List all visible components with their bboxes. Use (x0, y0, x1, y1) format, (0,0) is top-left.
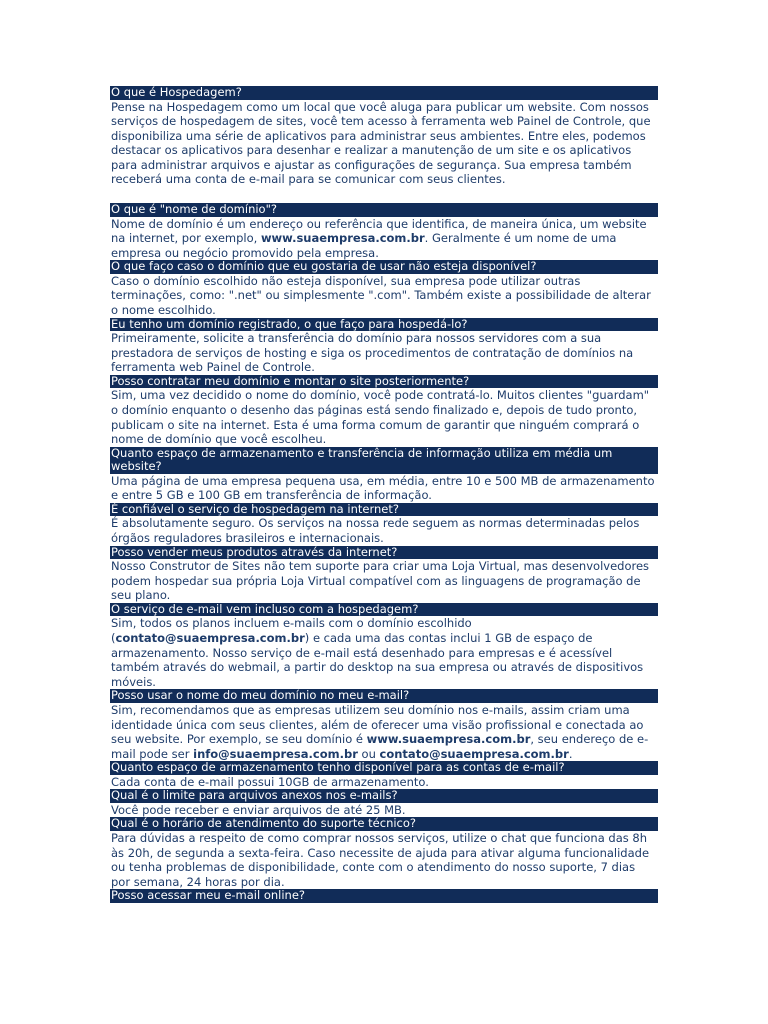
faq-question: O serviço de e-mail vem incluso com a hospedagem? (110, 603, 658, 617)
answer-highlight: info@suaempresa.com.br (193, 746, 358, 761)
answer-text: . (568, 746, 573, 761)
answer-highlight: contato@suaempresa.com.br (115, 631, 305, 646)
faq-question: Posso contratar meu domínio e montar o site posteriormente? (110, 375, 658, 389)
faq-answer (110, 274, 658, 318)
answer-text: , seu endereço de e-mail pode ser (111, 732, 649, 761)
faq-answer (110, 388, 658, 446)
answer-highlight: www.suaempresa.com.br (366, 732, 531, 747)
answer-text: Sim, todos os planos incluem e-mails com o domínio escolhido ( (111, 616, 472, 646)
faq-answer (110, 474, 658, 503)
answer-text: Pense na Hospedagem como um local que você aluga para publicar um website. Com nossos serviços de hospedagem de sites, você tem acesso à ferramenta web Painel de Controle, que disponibiliza uma série de aplicativos para administrar seus ambientes. Entre eles, podemos destacar os aplicativos para desenhar e realizar a manutenção de um site e os aplicativos para administrar arquivos e ajustar as configurações de segurança. Sua empresa também receberá uma conta de e-mail para se comunicar com seus clientes. (111, 99, 651, 187)
faq-question: Posso usar o nome do meu domínio no meu e-mail? (110, 689, 658, 703)
faq-list (110, 86, 658, 903)
faq-answer (110, 217, 658, 261)
faq-answer (110, 516, 658, 545)
faq-answer (110, 803, 658, 818)
answer-highlight: contato@suaempresa.com.br (379, 746, 569, 761)
answer-text: ou (357, 746, 380, 761)
faq-question: O que faço caso o domínio que eu gostaria de usar não esteja disponível? (110, 260, 658, 274)
faq-answer (110, 559, 658, 603)
faq-question: O que é Hospedagem? (110, 86, 658, 100)
answer-text: Sim, uma vez decidido o nome do domínio, você pode contratá-lo. Muitos clientes "guardam" o domínio enquanto o desenho das páginas está sendo finalizado e, depois de tudo pronto, publicam o site na internet. Esta é uma forma comum de garantir que ninguém comprará o nome de domínio que você escolheu. (111, 388, 650, 447)
answer-text: Você pode receber e enviar arquivos de até 25 MB. (111, 802, 406, 817)
answer-text: Nosso Construtor de Sites não tem suporte para criar uma Loja Virtual, mas desenvolvedores podem hospedar sua própria Loja Virtual compatível com as linguagens de programação de seu plano. (111, 559, 650, 603)
faq-answer (110, 831, 658, 889)
faq-answer (110, 616, 658, 689)
answer-text: ) e cada uma das contas inclui 1 GB de espaço de armazenamento. Nosso serviço de e-mail está desenhado para empresas e é acessível também através do webmail, a partir do desktop na sua empresa ou através de dispositivos móveis. (111, 631, 644, 689)
faq-answer (110, 775, 658, 790)
answer-text: Uma página de uma empresa pequena usa, em média, entre 10 e 500 MB de armazenamento e entre 5 GB e 100 GB em transferência de informação. (111, 473, 655, 503)
faq-question: Eu tenho um domínio registrado, o que faço para hospedá-lo? (110, 318, 658, 332)
faq-question: É confiável o serviço de hospedagem na internet? (110, 503, 658, 517)
faq-question: Quanto espaço de armazenamento e transferência de informação utiliza em média um website? (110, 447, 658, 474)
faq-answer (110, 703, 658, 761)
answer-text: Caso o domínio escolhido não esteja disponível, sua empresa pode utilizar outras terminações, como: ".net" ou simplesmente ".com". Também existe a possibilidade de alterar o nome escolhido. (111, 273, 651, 318)
faq-question: Quanto espaço de armazenamento tenho disponível para as contas de e-mail? (110, 761, 658, 775)
answer-text: . Geralmente é um nome de uma empresa ou negócio promovido pela empresa. (111, 231, 617, 260)
faq-question: Posso vender meus produtos através da internet? (110, 546, 658, 560)
answer-text: Para dúvidas a respeito de como comprar nossos serviços, utilize o chat que funciona das 8h às 20h, de segunda a sexta-feira. Caso necessite de ajuda para ativar alguma funcionalidade ou tenha problemas de disponibilidade, conte com o atendimento do nosso suporte, 7 dias por semana, 24 horas por dia. (111, 830, 650, 889)
section-gap (110, 187, 658, 203)
answer-text: Nome de domínio é um endereço ou referência que identifica, de maneira única, um website na internet, por exemplo, (111, 216, 647, 246)
faq-answer (110, 331, 658, 375)
faq-question: O que é "nome de domínio"? (110, 203, 658, 217)
answer-highlight: www.suaempresa.com.br (260, 231, 425, 246)
answer-text: É absolutamente seguro. Os serviços na nossa rede seguem as normas determinadas pelos órgãos reguladores brasileiros e internacionais. (111, 516, 640, 546)
answer-text: Cada conta de e-mail possui 10GB de armazenamento. (111, 774, 429, 789)
answer-text: Sim, recomendamos que as empresas utilizem seu domínio nos e-mails, assim criam uma identidade única com seus clientes, além de oferecer uma visão profissional e conectada ao seu website. Por exemplo, se seu domínio é (111, 702, 644, 747)
faq-question: Posso acessar meu e-mail online? (110, 889, 658, 903)
faq-question: Qual é o limite para arquivos anexos nos e-mails? (110, 789, 658, 803)
faq-question: Qual é o horário de atendimento do suporte técnico? (110, 817, 658, 831)
faq-answer (110, 100, 658, 188)
answer-text: Primeiramente, solicite a transferência do domínio para nossos servidores com a sua prestadora de serviços de hosting e siga os procedimentos de contratação de domínios na ferramenta web Painel de Controle. (111, 331, 634, 375)
